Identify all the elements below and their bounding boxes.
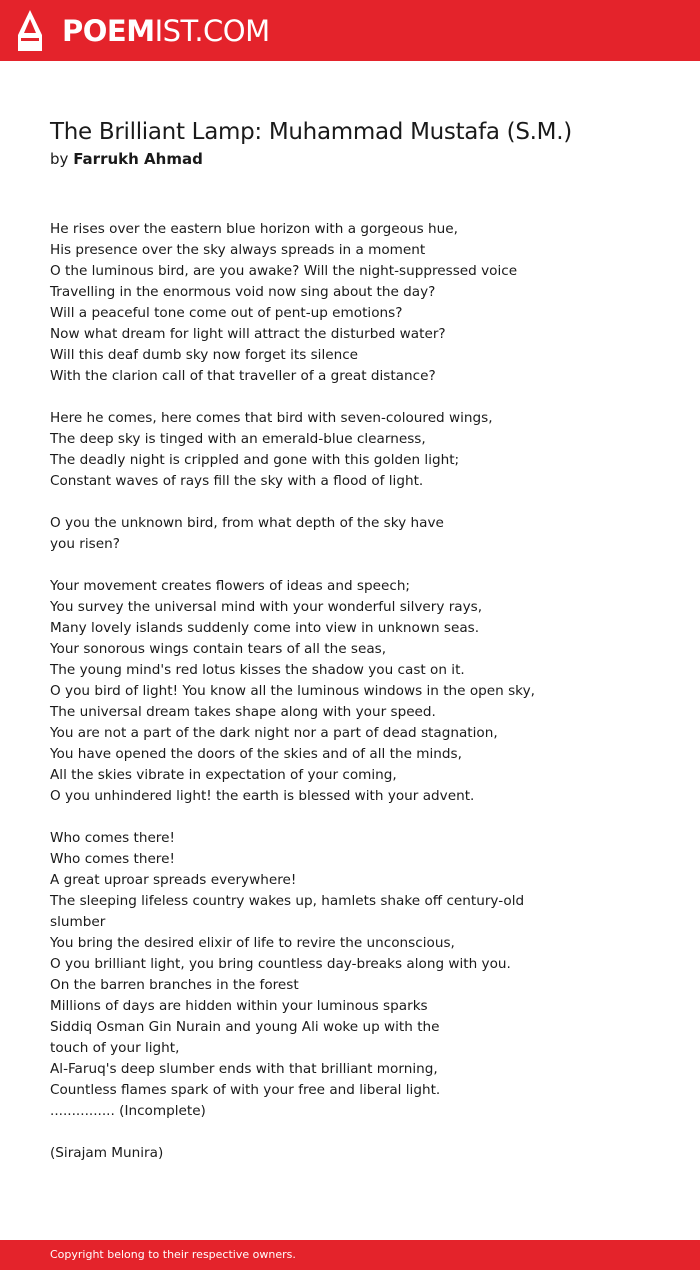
poem-line: All the skies vibrate in expectation of your coming, bbox=[50, 767, 397, 783]
poem-line: O the luminous bird, are you awake? Will the night-suppressed voice bbox=[50, 263, 518, 279]
poem-line: O you brilliant light, you bring countless day-breaks along with you. bbox=[50, 956, 511, 972]
poem-line: slumber bbox=[50, 914, 106, 930]
poem-line: Your sonorous wings contain tears of all the seas, bbox=[50, 641, 387, 657]
poem-line: Here he comes, here comes that bird with seven-coloured wings, bbox=[50, 410, 493, 426]
poem-line: You are not a part of the dark night nor a part of dead stagnation, bbox=[50, 725, 498, 741]
poem-body bbox=[50, 219, 670, 1164]
poem-line: you risen? bbox=[50, 536, 120, 552]
byline-prefix: by bbox=[50, 150, 69, 168]
poem-line: You survey the universal mind with your wonderful silvery rays, bbox=[50, 599, 483, 615]
poem-line: Siddiq Osman Gin Nurain and young Ali woke up with the bbox=[50, 1019, 440, 1035]
poem-line: O you bird of light! You know all the luminous windows in the open sky, bbox=[50, 683, 535, 699]
poem-line: On the barren branches in the forest bbox=[50, 977, 299, 993]
poem-line: touch of your light, bbox=[50, 1040, 180, 1056]
poem-line: The deadly night is crippled and gone with this golden light; bbox=[50, 452, 460, 468]
poem-line: He rises over the eastern blue horizon with a gorgeous hue, bbox=[50, 221, 458, 237]
poem-line: You have opened the doors of the skies and of all the minds, bbox=[50, 746, 462, 762]
poem-line: Now what dream for light will attract the disturbed water? bbox=[50, 326, 446, 342]
poem-line: Who comes there! bbox=[50, 851, 175, 867]
copyright-text: Copyright belong to their respective owners. bbox=[50, 1248, 296, 1261]
poem-line: Travelling in the enormous void now sing about the day? bbox=[50, 284, 436, 300]
poem-line: Who comes there! bbox=[50, 830, 175, 846]
poem-line: Constant waves of rays fill the sky with a flood of light. bbox=[50, 473, 424, 489]
poem-line: Your movement creates flowers of ideas and speech; bbox=[50, 578, 411, 594]
poem-line: Al-Faruq's deep slumber ends with that brilliant morning, bbox=[50, 1061, 438, 1077]
stanza-3 bbox=[50, 513, 670, 555]
author-link[interactable]: Farrukh Ahmad bbox=[73, 150, 203, 168]
poem-line: ............... (Incomplete) bbox=[50, 1103, 206, 1119]
poem-line: Will a peaceful tone come out of pent-up emotions? bbox=[50, 305, 403, 321]
poem-line: His presence over the sky always spreads in a moment bbox=[50, 242, 426, 258]
poem-line: The sleeping lifeless country wakes up, hamlets shake off century-old bbox=[50, 893, 525, 909]
poem-line: Countless flames spark of with your free and liberal light. bbox=[50, 1082, 441, 1098]
site-footer bbox=[0, 1240, 700, 1270]
stanza-2 bbox=[50, 408, 670, 492]
poem-line: O you the unknown bird, from what depth of the sky have bbox=[50, 515, 444, 531]
poem-line: Will this deaf dumb sky now forget its silence bbox=[50, 347, 359, 363]
pen-nib-icon[interactable] bbox=[18, 10, 42, 51]
poem-line: The young mind's red lotus kisses the shadow you cast on it. bbox=[50, 662, 465, 678]
logo-light-text: IST.COM bbox=[154, 14, 270, 48]
poem-line: You bring the desired elixir of life to revire the unconscious, bbox=[50, 935, 455, 951]
poem-line: O you unhindered light! the earth is blessed with your advent. bbox=[50, 788, 475, 804]
poem-line: A great uproar spreads everywhere! bbox=[50, 872, 297, 888]
poem-line: The universal dream takes shape along with your speed. bbox=[50, 704, 436, 720]
logo-bold-text: POEM bbox=[62, 14, 155, 48]
stanza-1 bbox=[50, 219, 670, 387]
stanza-5 bbox=[50, 828, 670, 1122]
site-header bbox=[0, 0, 700, 61]
poem-source: (Sirajam Munira) bbox=[50, 1145, 164, 1161]
poem-line: The deep sky is tinged with an emerald-blue clearness, bbox=[50, 431, 426, 447]
poem-line: Millions of days are hidden within your luminous sparks bbox=[50, 998, 428, 1014]
site-logo[interactable] bbox=[62, 13, 270, 49]
poem-line: With the clarion call of that traveller of a great distance? bbox=[50, 368, 436, 384]
poem-line: Many lovely islands suddenly come into view in unknown seas. bbox=[50, 620, 480, 636]
stanza-4 bbox=[50, 576, 670, 807]
poem-title: The Brilliant Lamp: Muhammad Mustafa (S.M.) bbox=[50, 119, 572, 145]
byline bbox=[50, 148, 203, 170]
